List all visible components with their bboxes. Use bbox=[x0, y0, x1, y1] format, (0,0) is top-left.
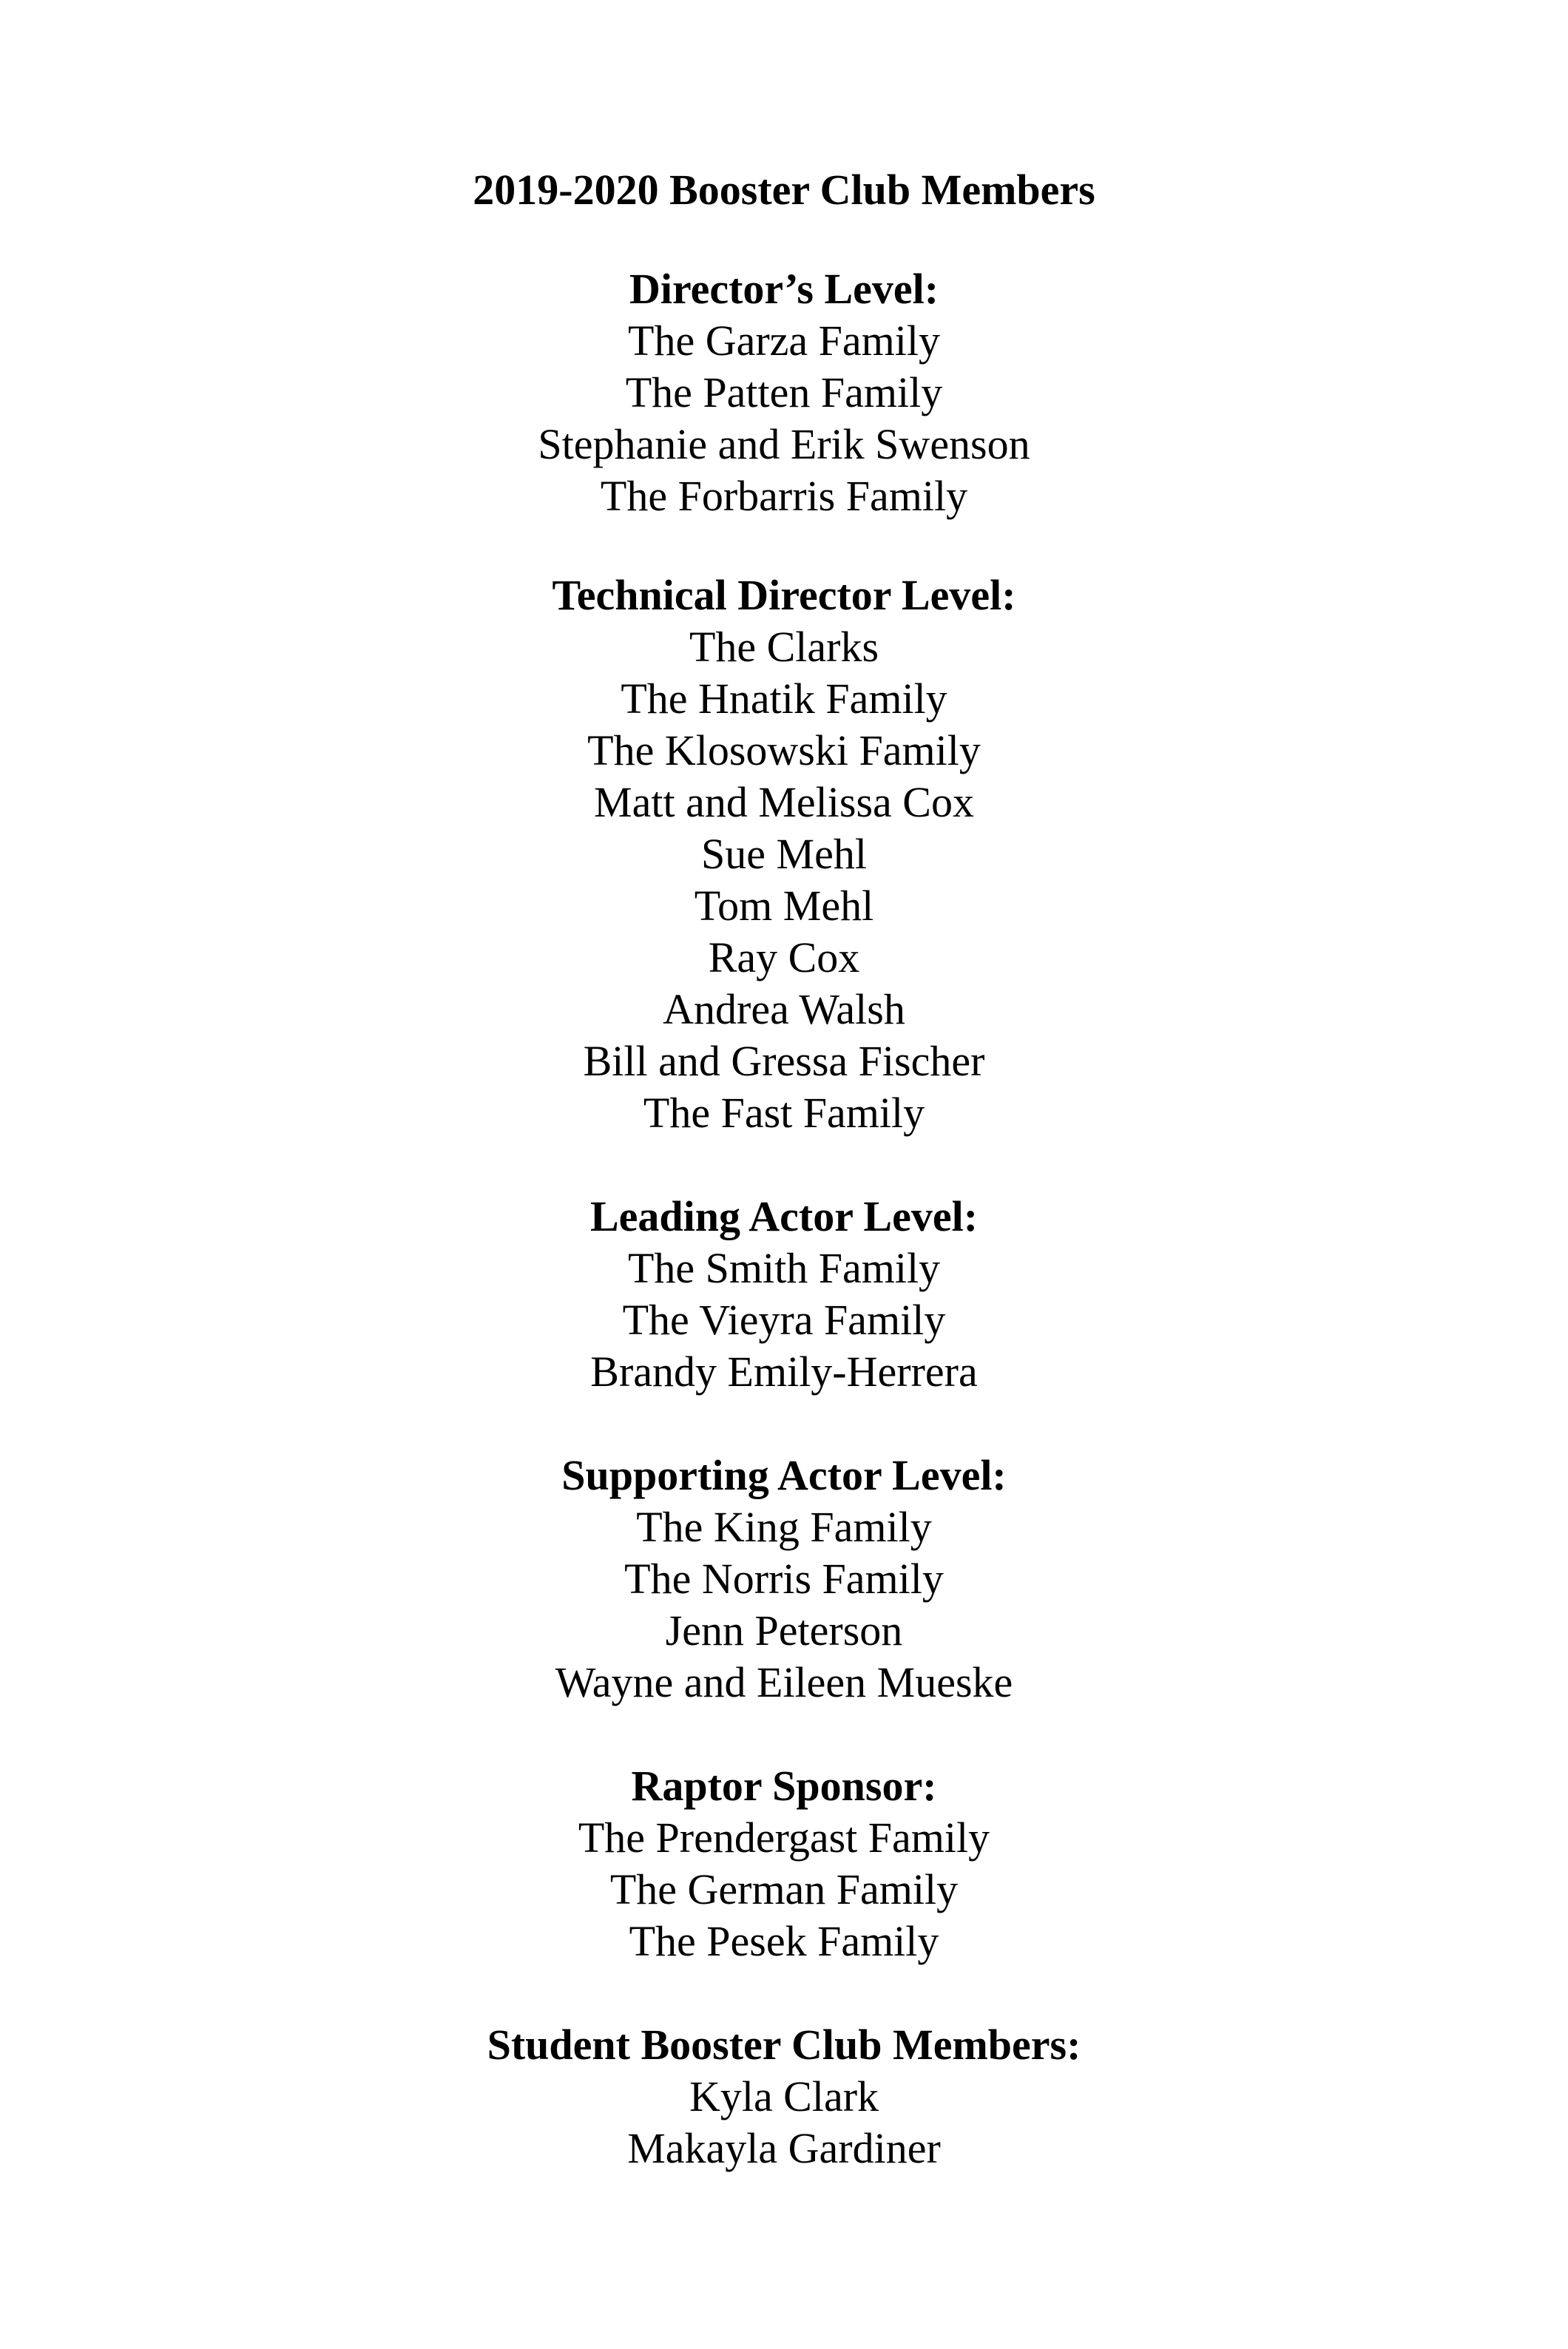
level-heading: Technical Director Level: bbox=[552, 571, 1016, 619]
member-name: Stephanie and Erik Swenson bbox=[538, 420, 1030, 468]
membership-level-section bbox=[0, 1191, 1568, 1398]
member-name: The Clarks bbox=[689, 623, 879, 671]
level-heading: Director’s Level: bbox=[629, 265, 939, 313]
member-name: The Pesek Family bbox=[629, 1917, 939, 1965]
member-name: Andrea Walsh bbox=[663, 985, 905, 1033]
member-name: The Garza Family bbox=[628, 317, 940, 365]
membership-level-section bbox=[0, 263, 1568, 522]
member-name: Matt and Melissa Cox bbox=[594, 778, 974, 826]
membership-levels bbox=[0, 263, 1568, 2174]
level-heading: Supporting Actor Level: bbox=[561, 1451, 1007, 1499]
member-name: Tom Mehl bbox=[694, 882, 874, 930]
member-name: Jenn Peterson bbox=[665, 1606, 903, 1655]
member-name: Brandy Emily-Herrera bbox=[590, 1348, 978, 1396]
member-name: Bill and Gressa Fischer bbox=[583, 1037, 985, 1085]
level-heading: Leading Actor Level: bbox=[589, 1192, 979, 1240]
member-name: The German Family bbox=[609, 1865, 959, 1913]
member-name: The Smith Family bbox=[627, 1244, 941, 1292]
member-name: Sue Mehl bbox=[701, 830, 867, 878]
membership-level-section bbox=[0, 1450, 1568, 1708]
level-heading: Student Booster Club Members: bbox=[487, 2021, 1081, 2069]
level-heading: Raptor Sponsor: bbox=[631, 1762, 937, 1810]
member-name: Kyla Clark bbox=[689, 2072, 879, 2120]
member-name: Wayne and Eileen Mueske bbox=[555, 1658, 1013, 1706]
membership-level-section bbox=[0, 1760, 1568, 1967]
membership-level-section bbox=[0, 2019, 1568, 2174]
member-name: The Norris Family bbox=[624, 1555, 944, 1603]
member-name: The Prendergast Family bbox=[578, 1814, 990, 1862]
membership-level-section bbox=[0, 569, 1568, 1139]
member-name: The Vieyra Family bbox=[622, 1296, 946, 1344]
member-name: The Hnatik Family bbox=[621, 675, 947, 723]
member-name: Ray Cox bbox=[708, 933, 860, 981]
member-name: The Forbarris Family bbox=[600, 472, 968, 520]
member-name: Makayla Gardiner bbox=[627, 2124, 941, 2172]
member-name: The Patten Family bbox=[625, 368, 943, 416]
member-name: The Klosowski Family bbox=[587, 726, 981, 774]
document-title: 2019-2020 Booster Club Members bbox=[473, 166, 1095, 214]
member-name: The King Family bbox=[636, 1503, 932, 1551]
member-name: The Fast Family bbox=[643, 1089, 925, 1137]
